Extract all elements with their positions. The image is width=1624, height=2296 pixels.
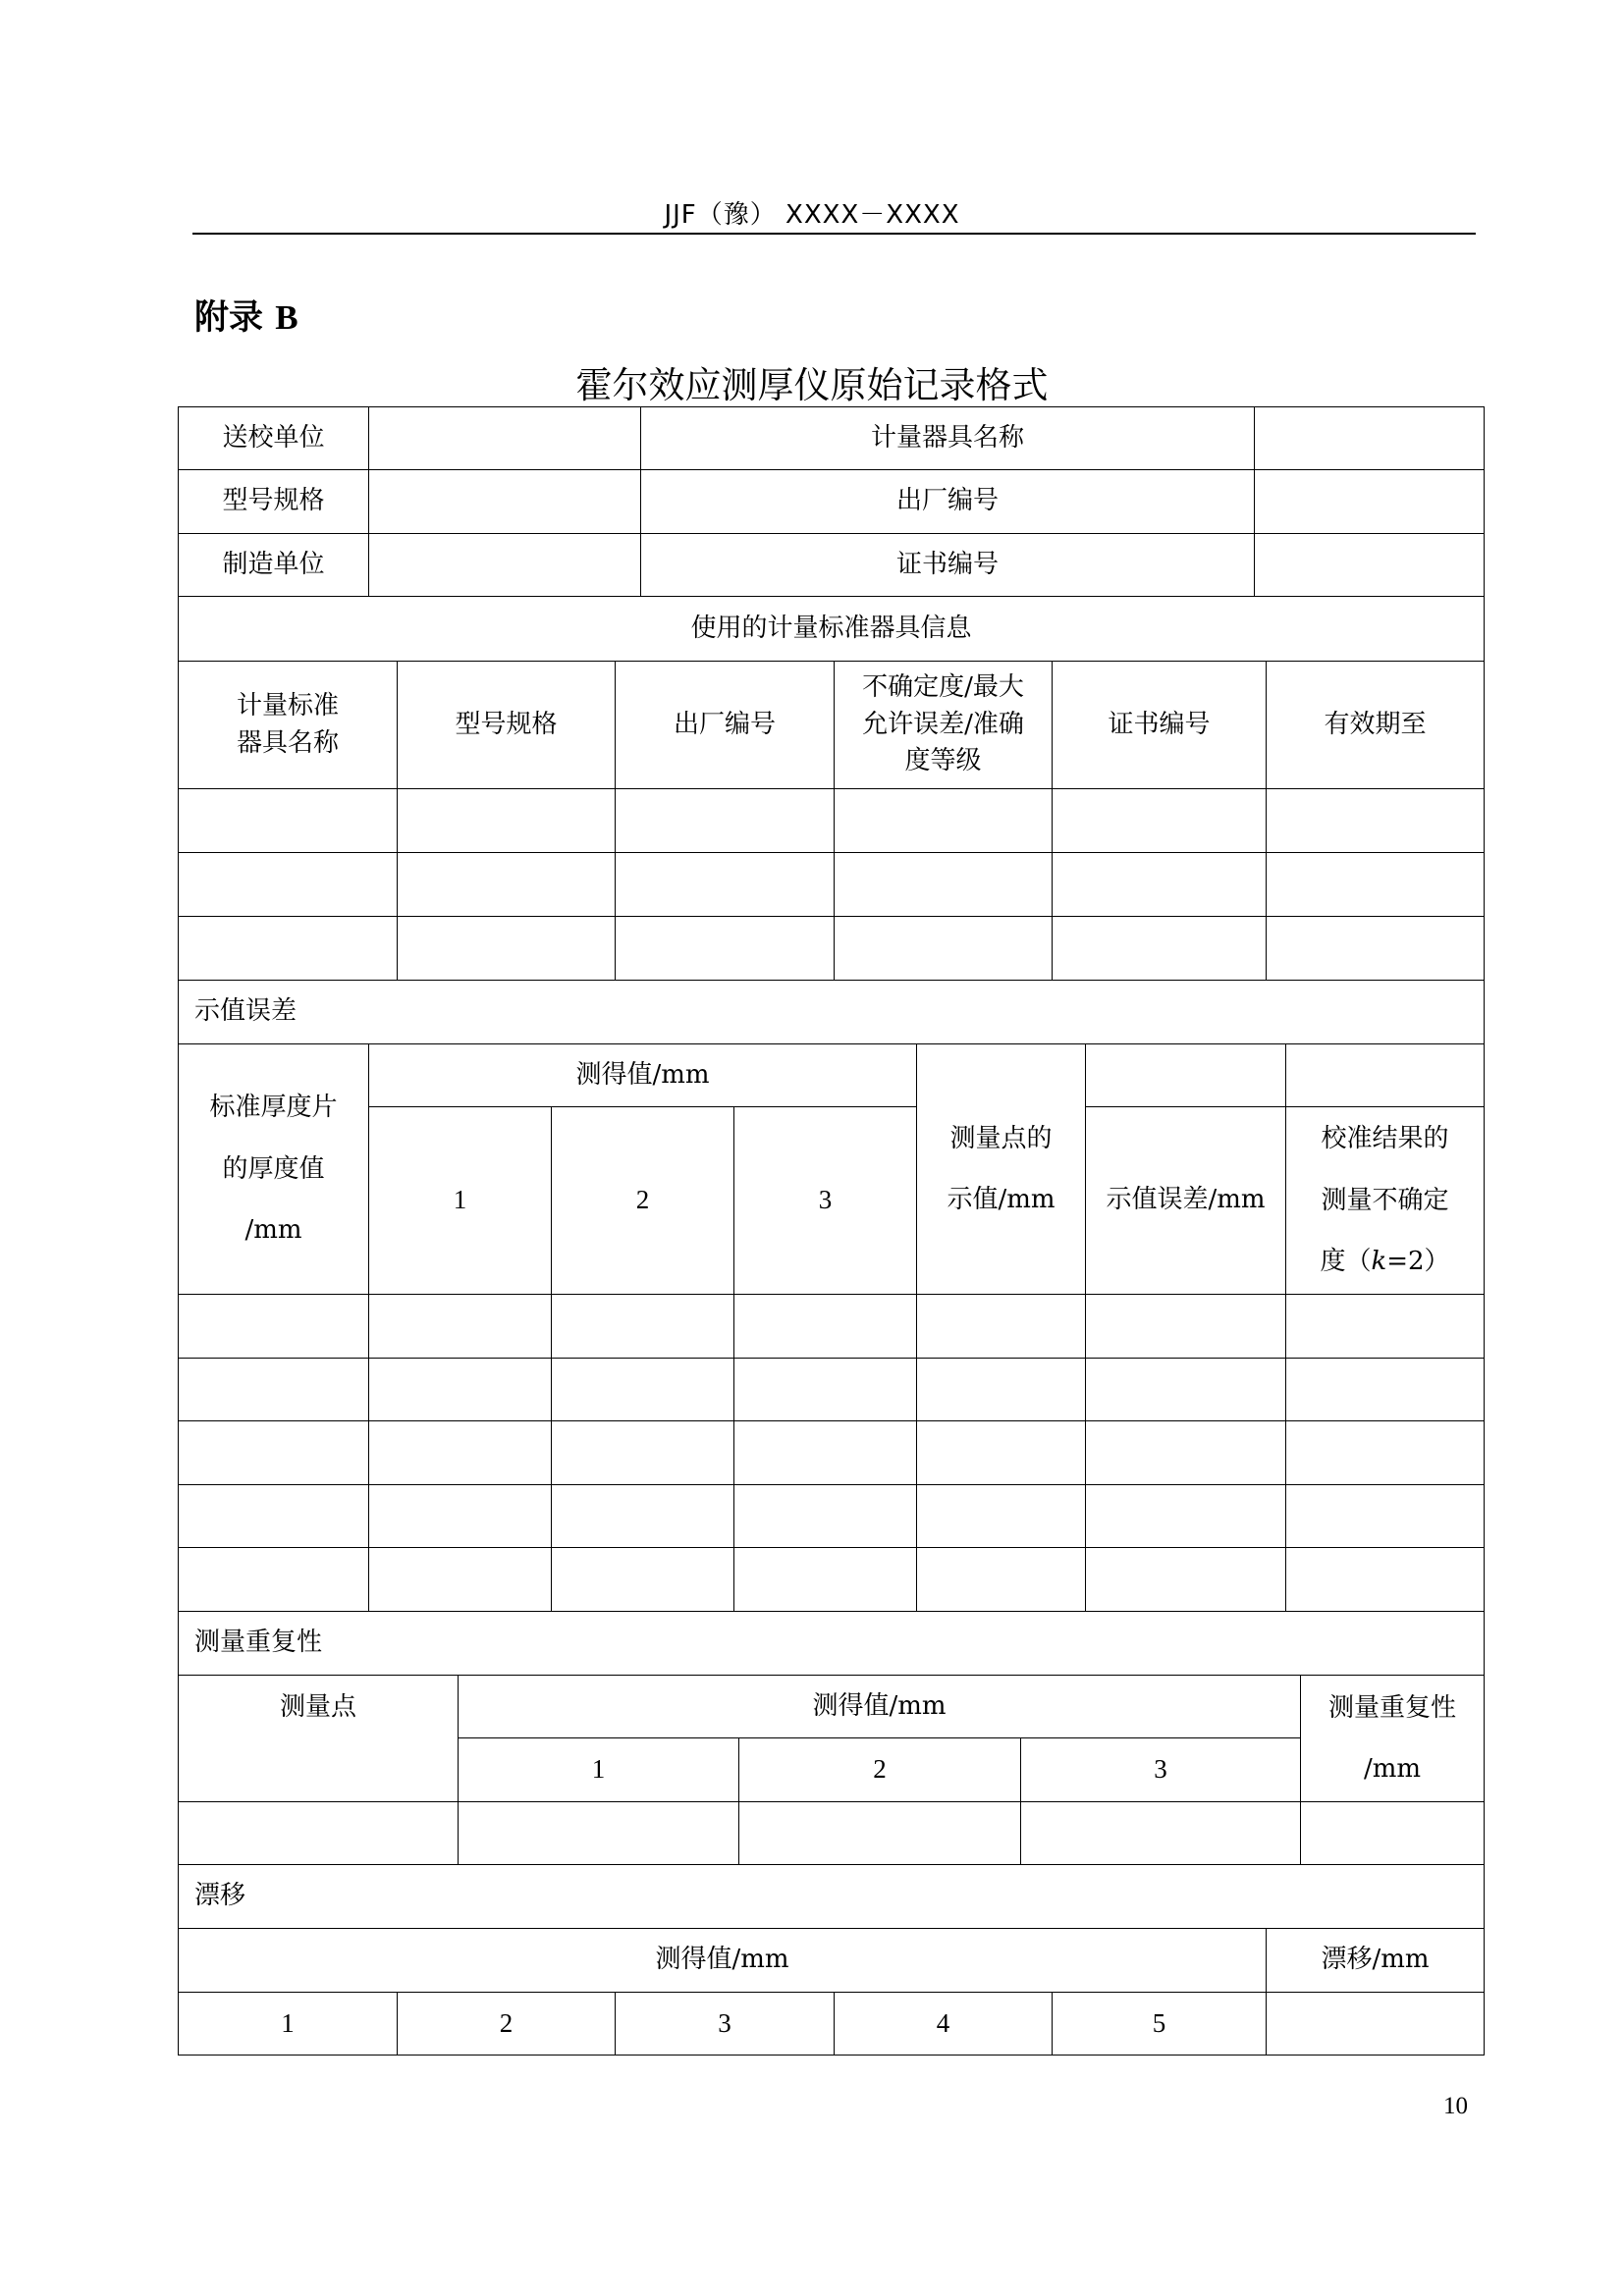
blank-header-cell bbox=[1086, 1044, 1286, 1107]
table-row bbox=[179, 1802, 1485, 1865]
blank-cell[interactable] bbox=[1286, 1295, 1485, 1359]
blank-cell[interactable] bbox=[179, 1802, 459, 1865]
blank-cell[interactable] bbox=[369, 1548, 552, 1612]
blank-cell[interactable] bbox=[179, 917, 398, 981]
blank-cell[interactable] bbox=[1286, 1548, 1485, 1612]
info-label: 计量器具名称 bbox=[641, 407, 1255, 470]
repeatability-section-title: 测量重复性 bbox=[179, 1612, 1485, 1676]
header-rule bbox=[192, 233, 1476, 235]
blank-cell[interactable] bbox=[179, 1295, 369, 1359]
measured-col-2: 2 bbox=[739, 1738, 1021, 1802]
drift-col-5: 5 bbox=[1053, 1993, 1267, 2056]
indication-error-section-title: 示值误差 bbox=[179, 981, 1485, 1044]
blank-cell[interactable] bbox=[917, 1295, 1086, 1359]
blank-cell[interactable] bbox=[616, 917, 835, 981]
info-label: 证书编号 bbox=[641, 534, 1255, 597]
drift-header: 漂移/mm bbox=[1267, 1929, 1485, 1993]
indication-error-header: 示值误差/mm bbox=[1086, 1107, 1286, 1295]
blank-cell[interactable] bbox=[179, 1548, 369, 1612]
info-value-cell[interactable] bbox=[1255, 470, 1485, 534]
measured-value-header: 测得值/mm bbox=[369, 1044, 917, 1107]
certificate-header: 证书编号 bbox=[1053, 662, 1267, 789]
info-value-cell[interactable] bbox=[369, 534, 641, 597]
serial-header: 出厂编号 bbox=[616, 662, 835, 789]
table-row bbox=[179, 1421, 1485, 1485]
blank-cell[interactable] bbox=[1021, 1802, 1301, 1865]
blank-cell[interactable] bbox=[1267, 1993, 1485, 2056]
blank-cell[interactable] bbox=[734, 1359, 917, 1421]
table-row bbox=[179, 1548, 1485, 1612]
measured-col-3: 3 bbox=[734, 1107, 917, 1295]
drift-col-4: 4 bbox=[835, 1993, 1053, 2056]
blank-cell[interactable] bbox=[734, 1295, 917, 1359]
blank-cell[interactable] bbox=[552, 1295, 734, 1359]
standards-section-title: 使用的计量标准器具信息 bbox=[179, 597, 1485, 662]
drift-section-title: 漂移 bbox=[179, 1865, 1485, 1929]
model-header: 型号规格 bbox=[398, 662, 616, 789]
blank-cell[interactable] bbox=[1053, 917, 1267, 981]
appendix-letter: B bbox=[275, 298, 298, 337]
blank-cell[interactable] bbox=[1086, 1548, 1286, 1612]
blank-cell[interactable] bbox=[369, 1421, 552, 1485]
blank-cell[interactable] bbox=[1267, 789, 1485, 853]
measurement-point-header: 测量点 bbox=[179, 1676, 459, 1802]
standards-table bbox=[178, 596, 1485, 981]
blank-cell[interactable] bbox=[179, 1485, 369, 1548]
repeatability-header: 测量重复性 /mm bbox=[1301, 1676, 1485, 1802]
blank-cell[interactable] bbox=[917, 1421, 1086, 1485]
point-indication-header: 测量点的 示值/mm bbox=[917, 1044, 1086, 1295]
repeatability-table bbox=[178, 1611, 1485, 1865]
info-value-cell[interactable] bbox=[1255, 534, 1485, 597]
blank-cell[interactable] bbox=[1286, 1485, 1485, 1548]
info-value-cell[interactable] bbox=[369, 470, 641, 534]
info-value-cell[interactable] bbox=[369, 407, 641, 470]
blank-cell[interactable] bbox=[179, 853, 398, 917]
blank-cell[interactable] bbox=[734, 1548, 917, 1612]
measured-col-1: 1 bbox=[459, 1738, 739, 1802]
info-label: 出厂编号 bbox=[641, 470, 1255, 534]
blank-cell[interactable] bbox=[1267, 853, 1485, 917]
blank-cell[interactable] bbox=[398, 917, 616, 981]
blank-cell[interactable] bbox=[552, 1359, 734, 1421]
table-row bbox=[179, 1295, 1485, 1359]
page-number: 10 bbox=[1443, 2093, 1468, 2119]
measured-value-header: 测得值/mm bbox=[459, 1676, 1301, 1738]
info-label: 型号规格 bbox=[179, 470, 369, 534]
blank-cell[interactable] bbox=[835, 789, 1053, 853]
blank-cell[interactable] bbox=[917, 1548, 1086, 1612]
blank-cell[interactable] bbox=[1086, 1485, 1286, 1548]
info-row bbox=[179, 407, 1485, 470]
blank-cell[interactable] bbox=[179, 1421, 369, 1485]
appendix-heading bbox=[194, 291, 298, 340]
blank-cell[interactable] bbox=[369, 1295, 552, 1359]
measured-value-header: 测得值/mm bbox=[179, 1929, 1267, 1993]
blank-cell[interactable] bbox=[835, 917, 1053, 981]
info-row bbox=[179, 470, 1485, 534]
appendix-label: 附录 bbox=[194, 298, 264, 338]
table-row bbox=[179, 789, 1485, 853]
blank-cell[interactable] bbox=[552, 1548, 734, 1612]
calibration-uncertainty-header: 校准结果的 测量不确定 度（k=2） bbox=[1286, 1107, 1485, 1295]
uncertainty-header: 不确定度/最大 允许误差/准确 度等级 bbox=[835, 662, 1053, 789]
blank-cell[interactable] bbox=[398, 853, 616, 917]
info-value-cell[interactable] bbox=[1255, 407, 1485, 470]
blank-cell[interactable] bbox=[1053, 789, 1267, 853]
blank-cell[interactable] bbox=[1267, 917, 1485, 981]
blank-cell[interactable] bbox=[552, 1421, 734, 1485]
blank-cell[interactable] bbox=[835, 853, 1053, 917]
drift-table bbox=[178, 1864, 1485, 2056]
blank-header-cell bbox=[1286, 1044, 1485, 1107]
table-row bbox=[179, 917, 1485, 981]
blank-cell[interactable] bbox=[734, 1421, 917, 1485]
blank-cell[interactable] bbox=[369, 1485, 552, 1548]
blank-cell[interactable] bbox=[1086, 1359, 1286, 1421]
blank-cell[interactable] bbox=[917, 1359, 1086, 1421]
blank-cell[interactable] bbox=[1286, 1421, 1485, 1485]
drift-col-2: 2 bbox=[398, 1993, 616, 2056]
blank-cell[interactable] bbox=[1053, 853, 1267, 917]
standards-header-row bbox=[179, 662, 1485, 789]
blank-cell[interactable] bbox=[616, 853, 835, 917]
measured-col-1: 1 bbox=[369, 1107, 552, 1295]
basic-info-table bbox=[178, 406, 1485, 597]
blank-cell[interactable] bbox=[459, 1802, 739, 1865]
drift-col-3: 3 bbox=[616, 1993, 835, 2056]
blank-cell[interactable] bbox=[917, 1485, 1086, 1548]
info-label: 送校单位 bbox=[179, 407, 369, 470]
measured-col-3: 3 bbox=[1021, 1738, 1301, 1802]
indication-error-table bbox=[178, 980, 1485, 1612]
blank-cell[interactable] bbox=[179, 789, 398, 853]
blank-cell[interactable] bbox=[369, 1359, 552, 1421]
standard-name-header: 计量标准 器具名称 bbox=[179, 662, 398, 789]
blank-cell[interactable] bbox=[1086, 1295, 1286, 1359]
blank-cell[interactable] bbox=[1286, 1359, 1485, 1421]
blank-cell[interactable] bbox=[1086, 1421, 1286, 1485]
table-row bbox=[179, 1359, 1485, 1421]
document-code-header: JJF（豫） XXXX－XXXX bbox=[664, 200, 960, 230]
drift-col-1: 1 bbox=[179, 1993, 398, 2056]
blank-cell[interactable] bbox=[552, 1485, 734, 1548]
standard-thickness-header: 标准厚度片 的厚度值 /mm bbox=[179, 1044, 369, 1295]
blank-cell[interactable] bbox=[179, 1359, 369, 1421]
blank-cell[interactable] bbox=[616, 789, 835, 853]
measured-col-2: 2 bbox=[552, 1107, 734, 1295]
info-row bbox=[179, 534, 1485, 597]
valid-until-header: 有效期至 bbox=[1267, 662, 1485, 789]
blank-cell[interactable] bbox=[1301, 1802, 1485, 1865]
blank-cell[interactable] bbox=[398, 789, 616, 853]
blank-cell[interactable] bbox=[734, 1485, 917, 1548]
table-row bbox=[179, 853, 1485, 917]
blank-cell[interactable] bbox=[739, 1802, 1021, 1865]
info-label: 制造单位 bbox=[179, 534, 369, 597]
table-row bbox=[179, 1485, 1485, 1548]
record-format-title: 霍尔效应测厚仪原始记录格式 bbox=[575, 364, 1049, 406]
